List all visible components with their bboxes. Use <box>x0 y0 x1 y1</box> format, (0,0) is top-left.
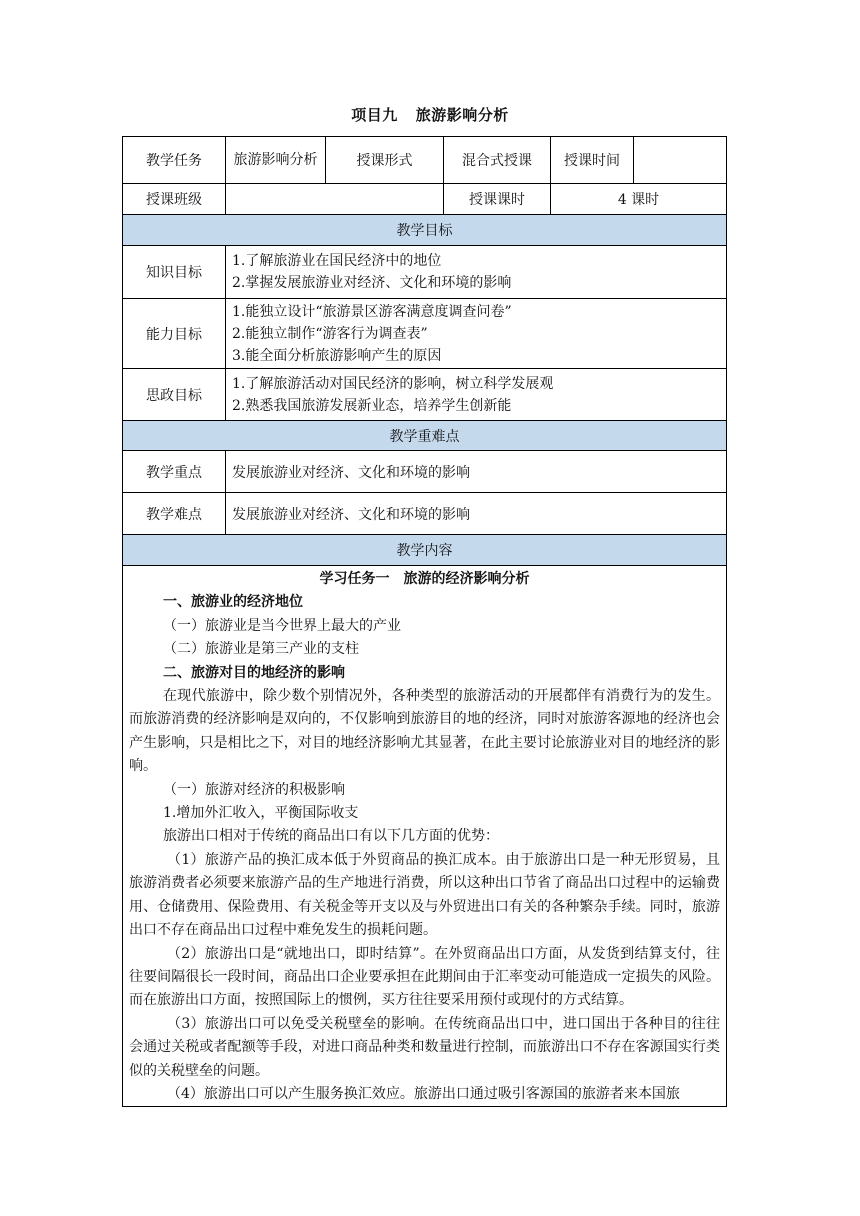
keypoints-header: 教学重难点 <box>123 421 727 451</box>
section-heading: 二、旅游对目的地经济的影响 <box>163 664 345 681</box>
subsection: （一）旅游对经济的积极影响 <box>163 781 345 798</box>
paragraph: （1）旅游产品的换汇成本低于外贸商品的换汇成本。由于旅游出口是一种无形贸易，且旅游消费者必须要来旅游产品的生产地进行消费，所以这种出口节省了商品出口过程中的运输费用、仓储费用、保险费用、有关税金等开支以及与外贸进出口有关的各种繁杂手续。同时，旅游出口不存在商品出口过程中难免发生的损耗问题。 <box>129 851 720 939</box>
focus-row <box>123 451 727 493</box>
content-body <box>123 566 727 1107</box>
time-value <box>634 137 727 184</box>
task-label: 教学任务 <box>123 137 226 184</box>
difficulty-value: 发展旅游业对经济、文化和环境的影响 <box>226 493 727 535</box>
paragraph: 在现代旅游中，除少数个别情况外，各种类型的旅游活动的开展都伴有消费行为的发生。而旅游消费的经济影响是双向的，不仅影响到旅游目的地的经济，同时对旅游客源地的经济也会产生影响，只是相比之下，对目的地经济影响尤其显著，在此主要讨论旅游业对目的地经济的影响。 <box>129 688 720 775</box>
knowledge-item: 2.掌握发展旅游业对经济、文化和环境的影响 <box>232 275 512 291</box>
ideology-items <box>226 369 727 421</box>
knowledge-row <box>123 246 727 299</box>
task-value: 旅游影响分析 <box>226 137 326 184</box>
subsection: （一）旅游业是当今世界上最大的产业 <box>163 617 401 634</box>
objectives-header-row <box>123 215 727 246</box>
title-project-number: 项目九 <box>351 106 398 124</box>
paragraph: （3）旅游出口可以免受关税壁垒的影响。在传统商品出口中，进口国出于各种目的往往会通过关税或者配额等手段，对进口商品种类和数量进行控制，而旅游出口不存在客源国实行类似的关税壁垒的问题。 <box>129 1015 720 1079</box>
ideology-item: 2.熟悉我国旅游发展新业态，培养学生创新能 <box>232 397 512 414</box>
knowledge-items <box>226 246 727 299</box>
ideology-item: 1.了解旅游活动对国民经济的影响，树立科学发展观 <box>232 375 554 392</box>
info-row-2 <box>123 184 727 215</box>
form-value: 混合式授课 <box>444 137 551 184</box>
focus-label: 教学重点 <box>123 451 226 493</box>
document-title <box>0 104 860 125</box>
title-project-name: 旅游影响分析 <box>415 106 509 124</box>
class-value <box>226 184 444 215</box>
knowledge-item: 1.了解旅游业在国民经济中的地位 <box>232 253 442 269</box>
focus-value: 发展旅游业对经济、文化和环境的影响 <box>226 451 727 493</box>
difficulty-row <box>123 493 727 535</box>
task-heading: 学习任务一 旅游的经济影响分析 <box>319 571 530 587</box>
ability-item: 1.能独立设计“旅游景区游客满意度调查问卷” <box>232 303 512 320</box>
lesson-plan-table <box>122 136 727 1107</box>
content-header-row <box>123 535 727 566</box>
paragraph: 旅游出口相对于传统的商品出口有以下几方面的优势： <box>163 828 499 845</box>
content-row <box>123 566 727 1107</box>
ability-label: 能力目标 <box>123 299 226 369</box>
difficulty-label: 教学难点 <box>123 493 226 535</box>
time-label: 授课时间 <box>551 137 634 184</box>
info-row-1 <box>123 137 727 184</box>
paragraph: （4）旅游出口可以产生服务换汇效应。旅游出口通过吸引客源国的旅游者来本国旅 <box>167 1085 680 1102</box>
paragraph: （2）旅游出口是“就地出口，即时结算”。在外贸商品出口方面，从发货到结算支付，往往要间隔很长一段时间，商品出口企业要承担在此期间由于汇率变动可能造成一定损失的风险。而在旅游出口方面，按照国际上的惯例，买方往往要采用预付或现付的方式结算。 <box>129 945 720 1009</box>
ability-item: 3.能全面分析旅游影响产生的原因 <box>232 347 442 364</box>
knowledge-label: 知识目标 <box>123 246 226 299</box>
ideology-label: 思政目标 <box>123 369 226 421</box>
form-label: 授课形式 <box>326 137 444 184</box>
hours-value: 4 课时 <box>551 184 727 215</box>
content-header: 教学内容 <box>123 535 727 566</box>
subsection: （二）旅游业是第三产业的支柱 <box>163 641 359 658</box>
section-heading: 一、旅游业的经济地位 <box>163 594 303 611</box>
keypoints-header-row <box>123 421 727 451</box>
objectives-header: 教学目标 <box>123 215 727 246</box>
hours-label: 授课课时 <box>444 184 551 215</box>
class-label: 授课班级 <box>123 184 226 215</box>
ability-items <box>226 299 727 369</box>
point-heading: 1.增加外汇收入，平衡国际收支 <box>163 805 359 822</box>
ability-row <box>123 299 727 369</box>
ability-item: 2.能独立制作“游客行为调查表” <box>232 325 428 342</box>
ideology-row <box>123 369 727 421</box>
